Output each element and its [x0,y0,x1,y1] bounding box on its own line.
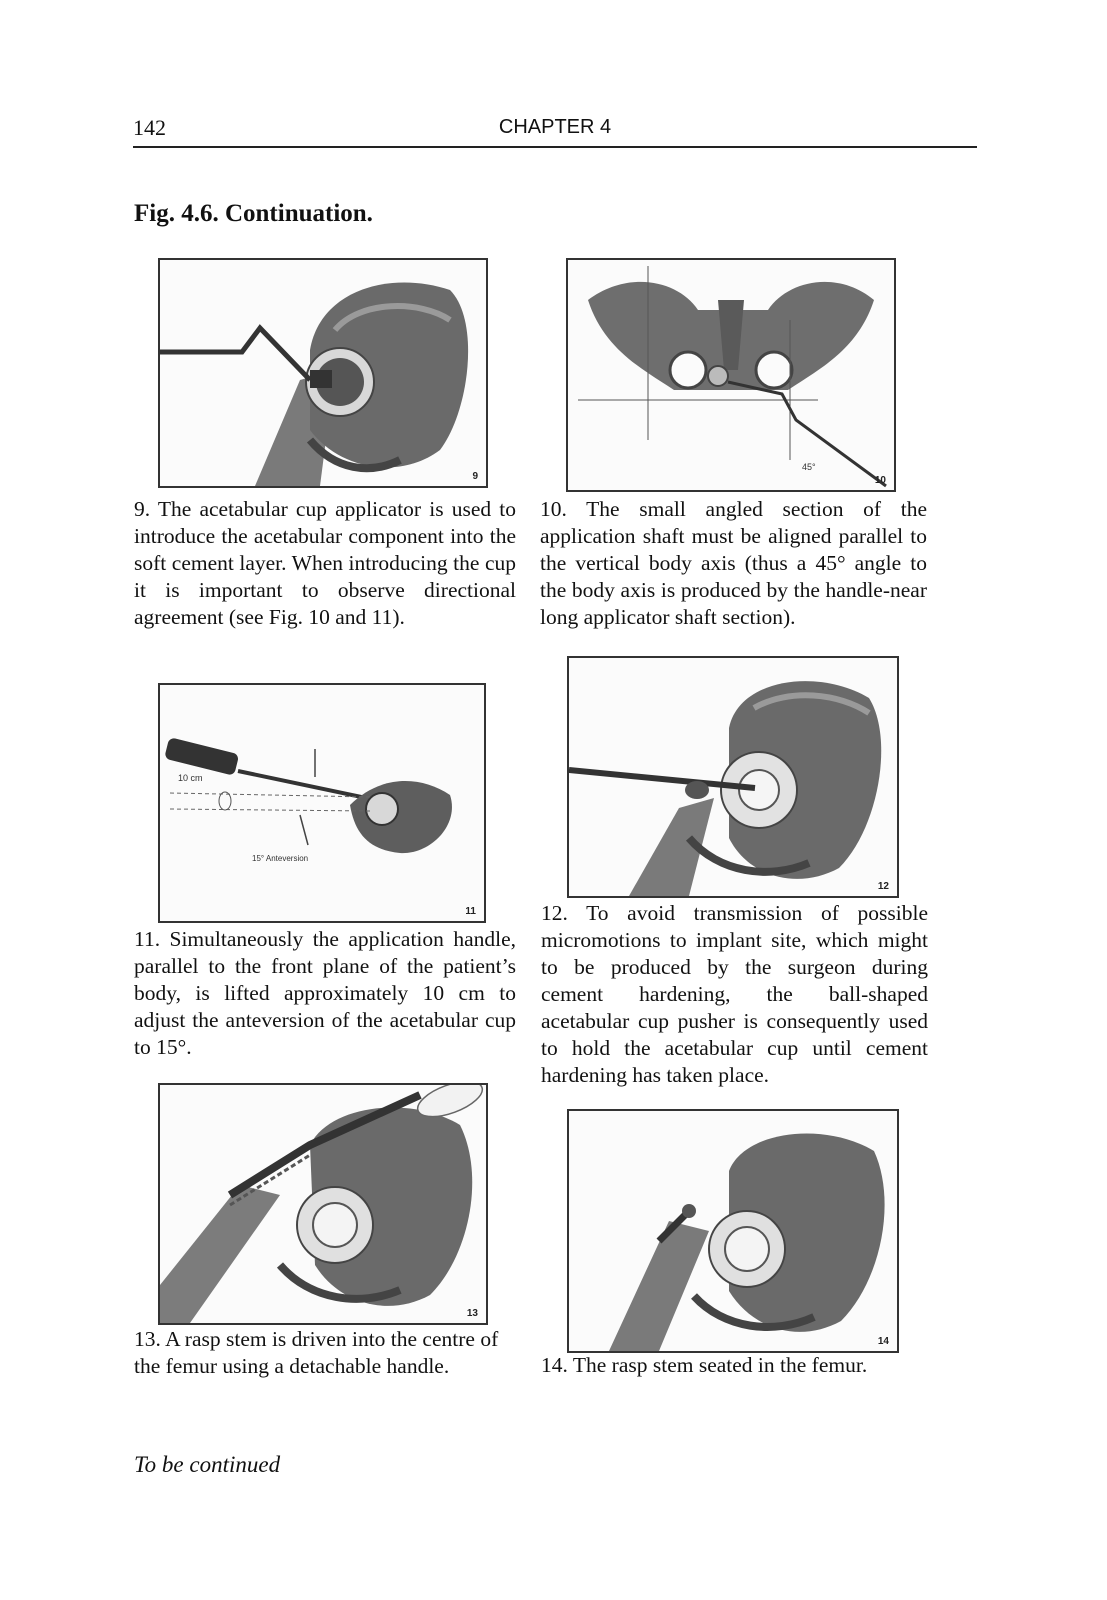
illustration-rasp-seated [569,1111,897,1351]
figure-panel-11 [158,683,486,923]
caption-11: 11. Simultaneously the application handle, parallel to the front plane of the patient’s body, is lifted approximately 10 cm to adjust the anteversion of the acetabular cup to 15°. [134,927,516,1059]
anteversion-label: 15° Anteversion [252,854,309,863]
panel-number: 14 [877,1336,889,1347]
figure-panel-12 [567,656,899,898]
panel-number: 10 [874,475,886,486]
page-number: 142 [133,115,166,140]
caption-9: 9. The acetabular cup applicator is used to introduce the acetabular component into the soft cement layer. When introducing the cup it is important to observe directional agreement (see Fig. 10 and 11). [134,497,516,629]
panel-number: 9 [472,471,478,482]
figure-panel-10 [566,258,896,492]
chapter-title: CHAPTER 4 [498,116,612,138]
illustration-pelvis-alignment [568,260,894,490]
continuation-note: To be continued [134,1452,281,1477]
panel-number: 12 [877,881,889,892]
caption-13: 13. A rasp stem is driven into the centre of the femur using a detachable handle. [134,1327,499,1378]
caption-12: 12. To avoid transmission of possible micromotions to implant site, which might to be produced by the surgeon during cement hardening, the ball-shaped acetabular cup pusher is consequently used to hold the acetabular cup until cement hardening has taken place. [541,901,928,1087]
distance-label: 10 cm [178,773,203,783]
caption-10: 10. The small angled section of the application shaft must be aligned parallel to the vertical body axis (thus a 45° angle to the body axis is produced by the handle-near long applicator shaft section). [540,497,927,629]
illustration-anteversion [160,685,484,921]
illustration-rasp-insertion [160,1085,486,1323]
panel-number: 11 [465,906,476,917]
angle-label: 45° [802,462,816,472]
panel-number: 13 [466,1308,478,1319]
figure-title: Fig. 4.6. Continuation. [134,200,373,227]
illustration-cup-applicator [160,260,486,486]
caption-14: 14. The rasp stem seated in the femur. [541,1353,868,1377]
figure-panel-13 [158,1083,488,1325]
illustration-cup-pusher [569,658,897,896]
figure-panel-9 [158,258,488,488]
figure-panel-14 [567,1109,899,1353]
page-header [133,112,977,148]
